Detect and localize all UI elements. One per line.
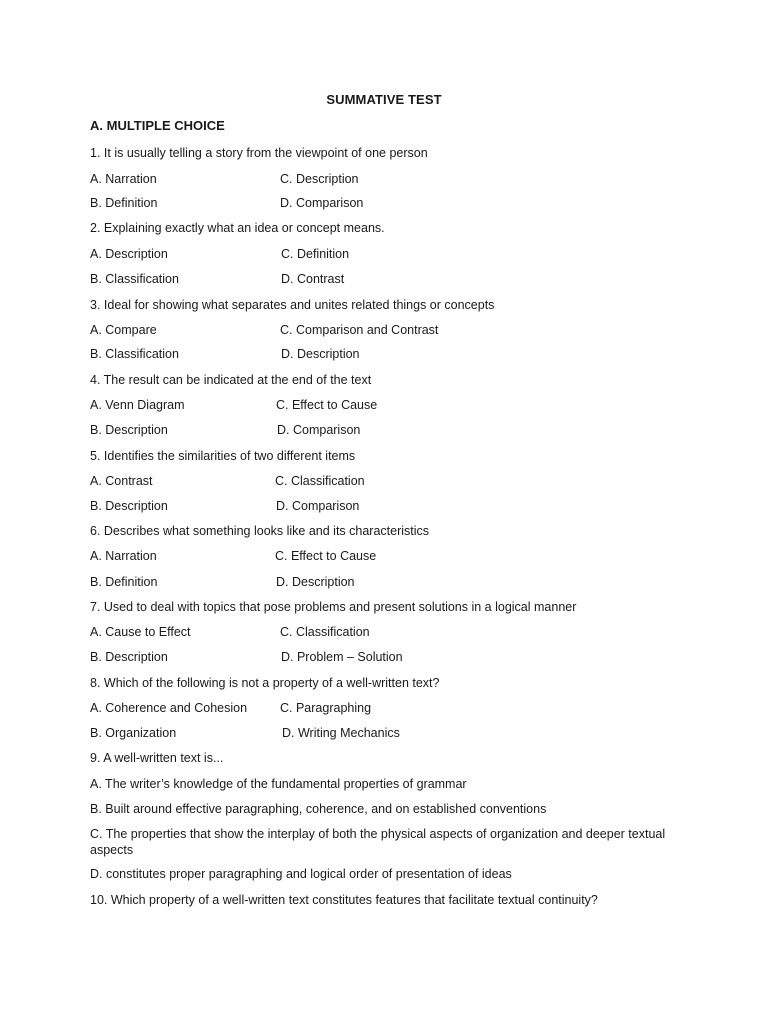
q4-option-a: A. Venn Diagram [90,398,185,412]
q2-option-d: D. Contrast [281,272,345,286]
q2-option-b: B. Classification [90,272,179,286]
q5-option-a: A. Contrast [90,474,153,488]
document-title: SUMMATIVE TEST [326,92,442,107]
section-heading: A. MULTIPLE CHOICE [90,118,225,133]
question-10: 10. Which property of a well-written text constitutes features that facilitate textual continuity? [90,893,598,907]
q7-option-c: C. Classification [280,625,370,639]
q3-option-c: C. Comparison and Contrast [280,323,439,337]
q5-option-b: B. Description [90,499,168,513]
question-4: 4. The result can be indicated at the end of the text [90,373,372,387]
question-8: 8. Which of the following is not a property of a well-written text? [90,676,440,690]
q8-option-c: C. Paragraphing [280,701,372,715]
q7-option-d: D. Problem – Solution [281,650,403,664]
q3-option-b: B. Classification [90,347,179,361]
q7-option-b: B. Description [90,650,168,664]
q9-option-d: D. constitutes proper paragraphing and logical order of presentation of ideas [90,867,512,881]
q1-option-c: C. Description [280,172,359,186]
question-3: 3. Ideal for showing what separates and unites related things or concepts [90,298,495,312]
q1-option-a: A. Narration [90,172,157,186]
q5-option-d: D. Comparison [276,499,360,513]
question-5: 5. Identifies the similarities of two different items [90,449,356,463]
q8-option-b: B. Organization [90,726,177,740]
q4-option-d: D. Comparison [277,423,361,437]
question-1: 1. It is usually telling a story from the viewpoint of one person [90,146,428,160]
q9-option-c: C. The properties that show the interplay of both the physical aspects of organization and deeper textual aspects [90,827,666,857]
q4-option-c: C. Effect to Cause [276,398,378,412]
question-7: 7. Used to deal with topics that pose problems and present solutions in a logical manner [90,600,577,614]
q2-option-a: A. Description [90,247,168,261]
q3-option-d: D. Description [281,347,360,361]
q8-option-d: D. Writing Mechanics [282,726,400,740]
q1-option-b: B. Definition [90,196,158,210]
q4-option-b: B. Description [90,423,168,437]
question-6: 6. Describes what something looks like and its characteristics [90,524,430,538]
q8-option-a: A. Coherence and Cohesion [90,701,248,715]
q9-option-b: B. Built around effective paragraphing, coherence, and on established conventions [90,802,547,816]
q6-option-a: A. Narration [90,549,157,563]
question-9: 9. A well-written text is... [90,751,224,765]
q1-option-d: D. Comparison [280,196,364,210]
q7-option-a: A. Cause to Effect [90,625,191,639]
q6-option-c: C. Effect to Cause [275,549,377,563]
q5-option-c: C. Classification [275,474,365,488]
q6-option-b: B. Definition [90,575,158,589]
question-2: 2. Explaining exactly what an idea or concept means. [90,221,385,235]
q9-option-a: A. The writer’s knowledge of the fundamental properties of grammar [90,777,467,791]
q6-option-d: D. Description [276,575,355,589]
q3-option-a: A. Compare [90,323,157,337]
q2-option-c: C. Definition [281,247,350,261]
